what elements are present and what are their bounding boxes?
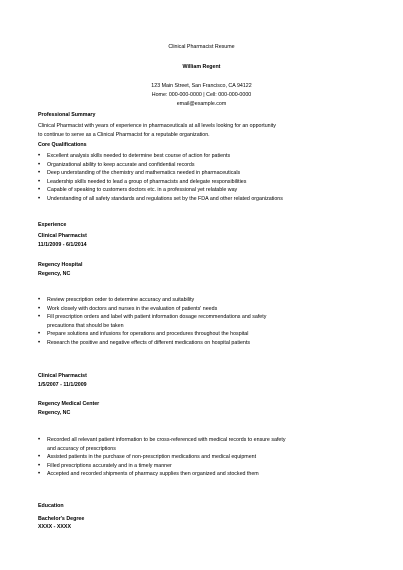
list-item: • Deep understanding of the chemistry and mathematics needed in pharmaceuticals [38, 169, 293, 178]
list-item: • Recorded all relevant patient information to be cross-referenced with medical records to ensure safety and accuracy of prescriptions [38, 436, 293, 453]
list-item: • Leadership skills needed to lead a group of pharmacists and delegate responsibilities [38, 178, 293, 187]
email-line: email@example.com [176, 101, 227, 107]
degree-dates: XXXX - XXXX [38, 524, 71, 530]
list-item: • Understanding of all safety standards and regulations set by the FDA and other related organizations [38, 195, 293, 204]
summary-line-2: to continue to serve as a Clinical Pharmacist for a reputable organization. [38, 132, 210, 138]
list-item: • Fill prescription orders and label with patient information dosage recommendations and safety precautions that should be taken [38, 313, 293, 330]
duties-list [38, 296, 293, 348]
education-heading: Education [38, 503, 64, 509]
degree-name: Bachelor's Degree [38, 516, 85, 522]
list-item: • Excellent analysis skills needed to determine best course of action for patients [38, 152, 293, 161]
list-item: • Prepare solutions and infusions for operations and procedures throughout the hospital [38, 330, 293, 339]
job-title: Clinical Pharmacist [38, 373, 87, 379]
job-dates: 1/5/2007 - 11/1/2009 [38, 382, 87, 388]
list-item: • Work closely with doctors and nurses in the evaluation of patients' needs [38, 305, 293, 314]
employer-location: Regency, NC [38, 271, 71, 277]
employer-location: Regency, NC [38, 410, 71, 416]
list-item: • Capable of speaking to customers doctors etc. in a professional yet relatable way [38, 186, 293, 195]
list-item: • Research the positive and negative effects of different medications on hospital patients [38, 339, 293, 348]
experience-heading: Experience [38, 222, 67, 228]
list-item: • Accepted and recorded shipments of pharmacy supplies then organized and stocked them [38, 470, 293, 479]
employer-name: Regency Medical Center [38, 401, 100, 407]
qualifications-heading: Core Qualifications [38, 142, 87, 148]
job-dates: 11/1/2009 - 6/1/2014 [38, 242, 87, 248]
summary-line-1: Clinical Pharmacist with years of experience in pharmaceuticals at all levels looking for an opportunity [38, 123, 276, 129]
list-item: • Filled prescriptions accurately and in a timely manner [38, 462, 293, 471]
address-line: 123 Main Street, San Francisco, CA 94122 [151, 83, 252, 89]
list-item: • Assisted patients in the purchase of non-prescription medications and medical equipment [38, 453, 293, 462]
document-title: Clinical Pharmacist Resume [168, 44, 235, 50]
summary-heading: Professional Summary [38, 112, 96, 118]
candidate-name: William Regent [182, 64, 221, 70]
list-item: • Organizational ability to keep accurate and confidential records [38, 161, 293, 170]
duties-list [38, 436, 293, 479]
list-item: • Review prescription order to determine accuracy and suitability [38, 296, 293, 305]
job-title: Clinical Pharmacist [38, 233, 87, 239]
qualifications-list [38, 152, 293, 204]
employer-name: Regency Hospital [38, 262, 83, 268]
phone-line: Home: 000-000-0000 | Cell: 000-000-0000 [151, 92, 252, 98]
